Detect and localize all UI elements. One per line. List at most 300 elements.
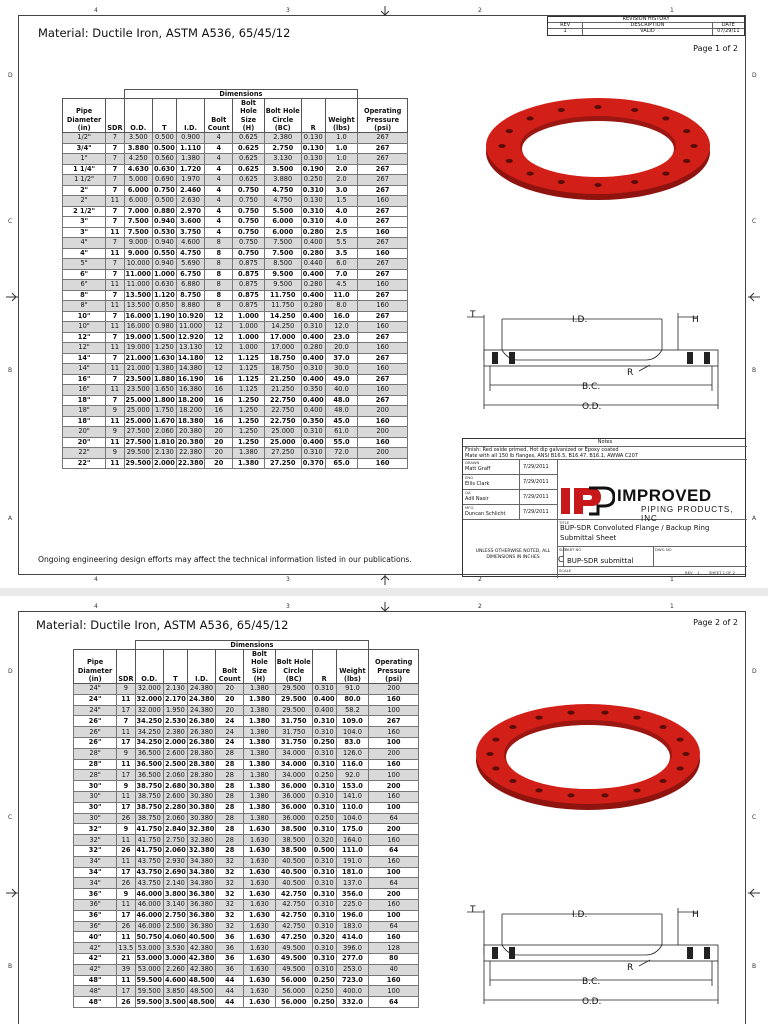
- table-cell: 11: [106, 364, 124, 375]
- bolt-hole: [690, 144, 697, 148]
- zone-label: D: [752, 72, 757, 79]
- revision-header: DATE: [721, 22, 735, 28]
- table-cell: 9.000: [124, 248, 152, 259]
- table-cell: 0.130: [301, 133, 325, 144]
- table-cell: 17: [117, 705, 135, 716]
- table-cell: 1.630: [244, 975, 276, 986]
- table-cell: 83.0: [336, 737, 369, 748]
- table-cell: 0.400: [302, 269, 324, 278]
- table-cell: 2.680: [164, 781, 186, 790]
- table-cell: 16: [205, 385, 233, 396]
- table-cell: 12": [63, 343, 106, 354]
- table-cell: 0.310: [301, 448, 325, 459]
- table-cell: 0.320: [312, 835, 336, 846]
- table-cell: 1.670: [153, 416, 175, 425]
- page-separator: [0, 588, 768, 596]
- table-cell: 0.350: [302, 416, 324, 425]
- drawn-name: Matt Graff: [465, 466, 491, 472]
- table-cell: 32": [74, 845, 117, 856]
- table-cell: 11.750: [264, 290, 301, 301]
- table-cell: 1.380: [244, 737, 276, 748]
- page-number: Page 2 of 2: [693, 618, 738, 627]
- table-cell: 0.400: [301, 238, 325, 249]
- table-cell: 1.750: [152, 406, 176, 417]
- table-cell: 64: [369, 813, 419, 824]
- table-cell: 27.250: [264, 458, 301, 469]
- table-cell: 21.000: [125, 353, 151, 362]
- table-cell: 0.400: [313, 695, 335, 704]
- table-cell: 26": [74, 716, 117, 727]
- table-cell: 40.500: [275, 878, 312, 889]
- table-cell: 36": [74, 889, 117, 900]
- table-cell: 160: [358, 343, 408, 354]
- table-cell: 29.500: [124, 448, 152, 459]
- table-cell: 91.0: [336, 684, 369, 695]
- table-cell: 0.690: [152, 175, 176, 186]
- table-cell: 4.750: [176, 248, 204, 259]
- table-cell: 16": [63, 385, 106, 396]
- table-cell: 23.500: [125, 374, 151, 383]
- column-header: Bolt Hole Circle (BC): [264, 99, 301, 133]
- table-cell: 48.0: [325, 406, 358, 417]
- table-cell: 11: [117, 694, 135, 705]
- table-row: [74, 716, 419, 727]
- table-cell: 267: [358, 259, 408, 270]
- table-cell: 1.380: [233, 448, 265, 459]
- table-cell: 38.500: [275, 835, 312, 846]
- material-title: Material: Ductile Iron, ASTM A536, 65/45/12: [36, 618, 289, 632]
- table-cell: 34": [74, 856, 117, 867]
- table-cell: 20.380: [176, 427, 204, 438]
- table-cell: 36.380: [187, 899, 215, 910]
- table-cell: 28: [216, 813, 244, 824]
- table-cell: 11: [117, 932, 135, 943]
- table-cell: 36.000: [275, 813, 312, 824]
- revision-history-block: [547, 16, 745, 36]
- zone-label: D: [8, 72, 13, 79]
- table-cell: 42.380: [187, 943, 215, 954]
- table-cell: 20: [216, 694, 244, 705]
- table-cell: 1.125: [233, 364, 265, 375]
- table-row: [63, 206, 408, 217]
- table-row: [74, 824, 419, 835]
- table-cell: 2.930: [163, 856, 187, 867]
- table-cell: 1.630: [244, 910, 276, 921]
- table-cell: 3.500: [124, 133, 152, 144]
- table-cell: 0.310: [312, 899, 336, 910]
- table-cell: 25.000: [125, 395, 151, 404]
- bolt-hole: [677, 738, 684, 742]
- table-cell: 225.0: [336, 899, 369, 910]
- table-cell: 0.310: [313, 911, 335, 920]
- table-cell: 20: [205, 448, 233, 459]
- table-cell: 160: [369, 932, 419, 943]
- table-cell: 1.380: [152, 364, 176, 375]
- table-cell: 2.970: [176, 206, 204, 217]
- table-cell: 28.380: [188, 759, 215, 768]
- bolt-hole: [558, 180, 565, 184]
- table-cell: 160: [358, 416, 408, 427]
- table-cell: 16.190: [177, 374, 204, 383]
- table-cell: 4: [205, 143, 233, 154]
- table-cell: 0.130: [302, 143, 324, 152]
- table-cell: 92.0: [336, 770, 369, 781]
- table-cell: 0.370: [302, 458, 324, 467]
- zone-label: 4: [94, 7, 98, 14]
- column-header: O.D.: [135, 650, 163, 684]
- table-cell: 0.980: [152, 322, 176, 333]
- table-row: [74, 943, 419, 954]
- table-cell: 10": [63, 311, 106, 322]
- table-cell: 1.380: [244, 802, 276, 813]
- table-cell: 26.380: [187, 727, 215, 738]
- zone-label: 1: [670, 576, 674, 583]
- table-cell: 20: [205, 458, 233, 469]
- table-cell: 40.500: [275, 867, 312, 878]
- center-mark-icon: [748, 888, 760, 898]
- table-cell: 160: [369, 899, 419, 910]
- table-cell: 0.750: [233, 238, 265, 249]
- table-cell: 7: [106, 133, 124, 144]
- table-cell: 128: [369, 943, 419, 954]
- eng-name: Ellis Clark: [465, 481, 490, 487]
- table-cell: 200: [369, 684, 419, 695]
- table-cell: 6": [63, 280, 106, 291]
- table-cell: 3.750: [176, 227, 204, 238]
- table-cell: 1.630: [244, 856, 276, 867]
- qa-date: 7/29/2011: [523, 494, 549, 500]
- table-cell: 38.750: [135, 813, 163, 824]
- table-cell: 24": [74, 684, 117, 695]
- table-cell: 1.380: [244, 781, 276, 792]
- table-row: [63, 259, 408, 270]
- table-cell: 267: [358, 185, 408, 196]
- table-cell: 29.500: [125, 458, 151, 467]
- table-cell: 28: [216, 824, 244, 835]
- table-cell: 9: [106, 448, 124, 459]
- table-cell: 1.125: [233, 374, 265, 385]
- table-cell: 4: [205, 133, 233, 144]
- table-cell: 48": [74, 997, 117, 1008]
- table-row: [74, 889, 419, 900]
- table-cell: 0.310: [312, 791, 336, 802]
- table-row: [74, 899, 419, 910]
- table-cell: 4": [63, 248, 106, 259]
- bolt-hole: [509, 779, 516, 783]
- table-cell: 42.380: [188, 954, 215, 963]
- table-cell: 175.0: [336, 824, 369, 835]
- table-cell: 32.000: [135, 684, 163, 695]
- table-row: [63, 427, 408, 438]
- table-row: [74, 770, 419, 781]
- zone-label: C: [8, 218, 13, 225]
- table-cell: 6.000: [124, 185, 152, 196]
- rev-value: 1: [697, 570, 700, 575]
- table-cell: 267: [358, 164, 408, 175]
- table-cell: 100: [369, 986, 419, 997]
- table-cell: 8.880: [176, 301, 204, 312]
- column-header: Weight (lbs): [336, 650, 369, 684]
- column-header: SDR: [106, 99, 124, 133]
- table-cell: 2.280: [164, 803, 186, 812]
- table-cell: 13.5: [118, 943, 134, 952]
- table-cell: 36.000: [275, 791, 312, 802]
- table-cell: 2": [63, 185, 106, 196]
- table-cell: 100: [369, 705, 419, 716]
- table-cell: 36.380: [187, 921, 215, 932]
- table-cell: 2.260: [163, 964, 187, 975]
- table-cell: 0.625: [233, 175, 265, 186]
- notes-header: Notes: [463, 439, 747, 447]
- label-h: H: [692, 315, 699, 325]
- table-cell: 12": [63, 332, 106, 343]
- label-r: R: [627, 368, 634, 378]
- table-cell: 0.190: [302, 164, 324, 173]
- table-cell: 396.0: [336, 943, 369, 954]
- table-row: [63, 364, 408, 375]
- table-cell: 42": [74, 964, 117, 975]
- table-cell: 267: [358, 353, 408, 364]
- table-cell: 28": [74, 770, 117, 781]
- table-cell: 38.750: [136, 781, 162, 790]
- table-cell: 30.0: [325, 364, 358, 375]
- table-cell: 0.280: [301, 343, 325, 354]
- cross-section-drawing: [462, 305, 752, 420]
- table-cell: 4.600: [176, 238, 204, 249]
- table-row: [63, 458, 408, 469]
- table-cell: 1.000: [153, 269, 175, 278]
- table-cell: 1": [63, 154, 106, 165]
- table-cell: 8: [205, 248, 233, 259]
- table-cell: 200: [369, 748, 419, 759]
- table-cell: 1.250: [233, 427, 265, 438]
- table-cell: 16: [205, 395, 233, 406]
- table-cell: 0.400: [302, 395, 324, 404]
- qa-label: QA: [465, 490, 471, 495]
- table-cell: 1.800: [153, 395, 175, 404]
- sheet-label: SHEET 1 OF 2: [709, 570, 736, 575]
- drawing-subtitle: Submittal Sheet: [560, 534, 617, 542]
- table-cell: 0.310: [302, 217, 324, 226]
- table-cell: 4: [205, 196, 233, 207]
- table-cell: 0.310: [313, 954, 335, 963]
- table-cell: 27.500: [125, 437, 151, 446]
- table-cell: 49.0: [325, 374, 358, 385]
- table-cell: 0.280: [302, 248, 324, 257]
- table-cell: 13.130: [176, 343, 204, 354]
- table-cell: 2": [63, 196, 106, 207]
- table-cell: 0.500: [152, 196, 176, 207]
- rev-label: REV: [685, 570, 693, 575]
- table-cell: 104.0: [336, 727, 369, 738]
- table-cell: 1.630: [244, 835, 276, 846]
- table-cell: 0.310: [313, 803, 335, 812]
- table-cell: 137.0: [336, 878, 369, 889]
- table-cell: 4.750: [264, 185, 301, 196]
- table-cell: 0.400: [301, 406, 325, 417]
- table-cell: 25.000: [264, 437, 301, 448]
- table-cell: 1.630: [244, 964, 276, 975]
- table-cell: 160: [369, 835, 419, 846]
- table-cell: 10.000: [124, 259, 152, 270]
- table-cell: 0.250: [313, 975, 335, 984]
- center-mark-icon: [6, 292, 18, 302]
- table-cell: 28.380: [187, 748, 215, 759]
- table-cell: 0.750: [233, 185, 265, 196]
- table-cell: 4: [205, 154, 233, 165]
- table-cell: 2.170: [164, 695, 186, 704]
- table-row: [63, 217, 408, 228]
- table-cell: 11.000: [125, 269, 151, 278]
- table-cell: 36": [74, 921, 117, 932]
- table-cell: 2.0: [325, 164, 358, 175]
- table-cell: 3.130: [264, 154, 301, 165]
- table-cell: 22.750: [264, 416, 301, 427]
- table-cell: 1.250: [233, 395, 265, 406]
- table-cell: 9: [117, 684, 135, 695]
- label-od: O.D.: [582, 402, 602, 412]
- table-cell: 48": [74, 975, 117, 986]
- table-cell: 164.0: [336, 835, 369, 846]
- table-cell: 32": [74, 835, 117, 846]
- table-cell: 1.000: [233, 343, 265, 354]
- table-cell: 0.310: [312, 943, 336, 954]
- table-cell: 6": [63, 269, 106, 280]
- table-cell: 40.500: [188, 932, 215, 941]
- table-cell: 64: [369, 921, 419, 932]
- table-cell: 64: [369, 878, 419, 889]
- table-cell: 5": [63, 259, 106, 270]
- bolt-hole: [506, 159, 513, 163]
- table-cell: 12: [205, 311, 233, 322]
- table-cell: 12: [205, 322, 233, 333]
- table-cell: 0.750: [153, 185, 175, 194]
- table-cell: 36": [74, 899, 117, 910]
- bolt-hole: [601, 793, 608, 797]
- table-cell: 20": [63, 427, 106, 438]
- table-cell: 110.0: [336, 802, 369, 813]
- table-cell: 2.0: [325, 175, 358, 186]
- table-cell: 18.750: [264, 353, 301, 364]
- table-cell: 0.130: [301, 154, 325, 165]
- table-cell: 7: [106, 332, 124, 343]
- table-cell: 6.880: [176, 280, 204, 291]
- table-cell: 160: [358, 385, 408, 396]
- table-row: [74, 856, 419, 867]
- table-cell: 7: [106, 395, 124, 406]
- table-cell: 6.000: [124, 196, 152, 207]
- table-cell: 111.0: [336, 845, 369, 856]
- table-cell: 24: [216, 727, 244, 738]
- table-cell: 1.380: [244, 813, 276, 824]
- table-cell: 64: [369, 997, 419, 1008]
- table-cell: 11: [106, 280, 124, 291]
- table-cell: 160: [369, 759, 419, 770]
- bolt-hole: [601, 711, 608, 715]
- bolt-hole: [660, 725, 667, 729]
- table-cell: 17: [117, 802, 135, 813]
- table-cell: 0.310: [302, 185, 324, 194]
- table-cell: 9.500: [264, 280, 301, 291]
- table-cell: 0.625: [233, 143, 265, 154]
- table-cell: 3.500: [264, 164, 301, 175]
- table-cell: 36: [216, 953, 244, 964]
- column-header: Operating Pressure (psi): [358, 99, 408, 133]
- table-cell: 21.250: [264, 374, 301, 385]
- table-cell: 26: [117, 878, 135, 889]
- table-cell: 2.600: [163, 791, 187, 802]
- table-cell: 20: [205, 437, 233, 448]
- table-cell: 46.000: [135, 899, 163, 910]
- table-cell: 7: [106, 311, 124, 322]
- table-cell: 0.530: [153, 227, 175, 236]
- table-cell: 0.310: [313, 716, 335, 725]
- table-cell: 1.380: [244, 791, 276, 802]
- table-cell: 2 1/2": [63, 206, 106, 217]
- table-cell: 0.310: [301, 364, 325, 375]
- table-cell: 0.400: [302, 374, 324, 383]
- table-cell: 32: [216, 910, 244, 921]
- table-cell: 6.000: [264, 217, 301, 228]
- table-row: [63, 437, 408, 448]
- table-cell: 18.750: [264, 364, 301, 375]
- table-cell: 41.750: [135, 835, 163, 846]
- table-cell: 80.0: [336, 694, 369, 705]
- table-cell: 44: [216, 975, 244, 986]
- table-cell: 42.380: [187, 964, 215, 975]
- table-cell: 53.000: [136, 954, 162, 963]
- table-cell: 2.380: [264, 133, 301, 144]
- logo-text: IMPROVED: [617, 486, 712, 505]
- table-cell: 32: [216, 921, 244, 932]
- zone-label: C: [752, 814, 757, 821]
- label-id: I.D.: [572, 315, 588, 325]
- table-cell: 2.000: [153, 458, 175, 467]
- table-cell: 17: [117, 737, 135, 748]
- bolt-hole: [535, 788, 542, 792]
- table-cell: 0.850: [152, 301, 176, 312]
- table-cell: 46.000: [135, 921, 163, 932]
- table-cell: 1.125: [233, 385, 265, 396]
- bolt-hole: [683, 129, 690, 133]
- table-cell: 1.120: [153, 290, 175, 299]
- table-cell: 160: [358, 437, 408, 448]
- table-cell: 0.550: [153, 248, 175, 257]
- group-header: Dimensions: [124, 90, 358, 99]
- table-cell: 0.350: [301, 385, 325, 396]
- table-cell: 0.310: [312, 878, 336, 889]
- bolt-hole: [527, 116, 534, 120]
- table-cell: 34": [74, 867, 117, 878]
- table-cell: 16.380: [176, 385, 204, 396]
- table-cell: 0.875: [233, 259, 265, 270]
- table-cell: 1 1/2": [63, 175, 106, 186]
- table-cell: 6.750: [176, 269, 204, 280]
- table-cell: 4.250: [124, 154, 152, 165]
- table-cell: 40.500: [275, 856, 312, 867]
- table-cell: 40: [369, 964, 419, 975]
- table-cell: 34.250: [136, 716, 162, 725]
- table-cell: 414.0: [336, 932, 369, 943]
- table-cell: 5.5: [325, 238, 358, 249]
- table-cell: 28: [216, 759, 244, 770]
- table-cell: 17: [117, 910, 135, 921]
- table-cell: 11: [117, 759, 135, 770]
- table-cell: 29.500: [275, 694, 312, 705]
- revision-title: REVISION HISTORY: [622, 16, 670, 22]
- table-cell: 11: [106, 343, 124, 354]
- table-cell: 267: [358, 332, 408, 343]
